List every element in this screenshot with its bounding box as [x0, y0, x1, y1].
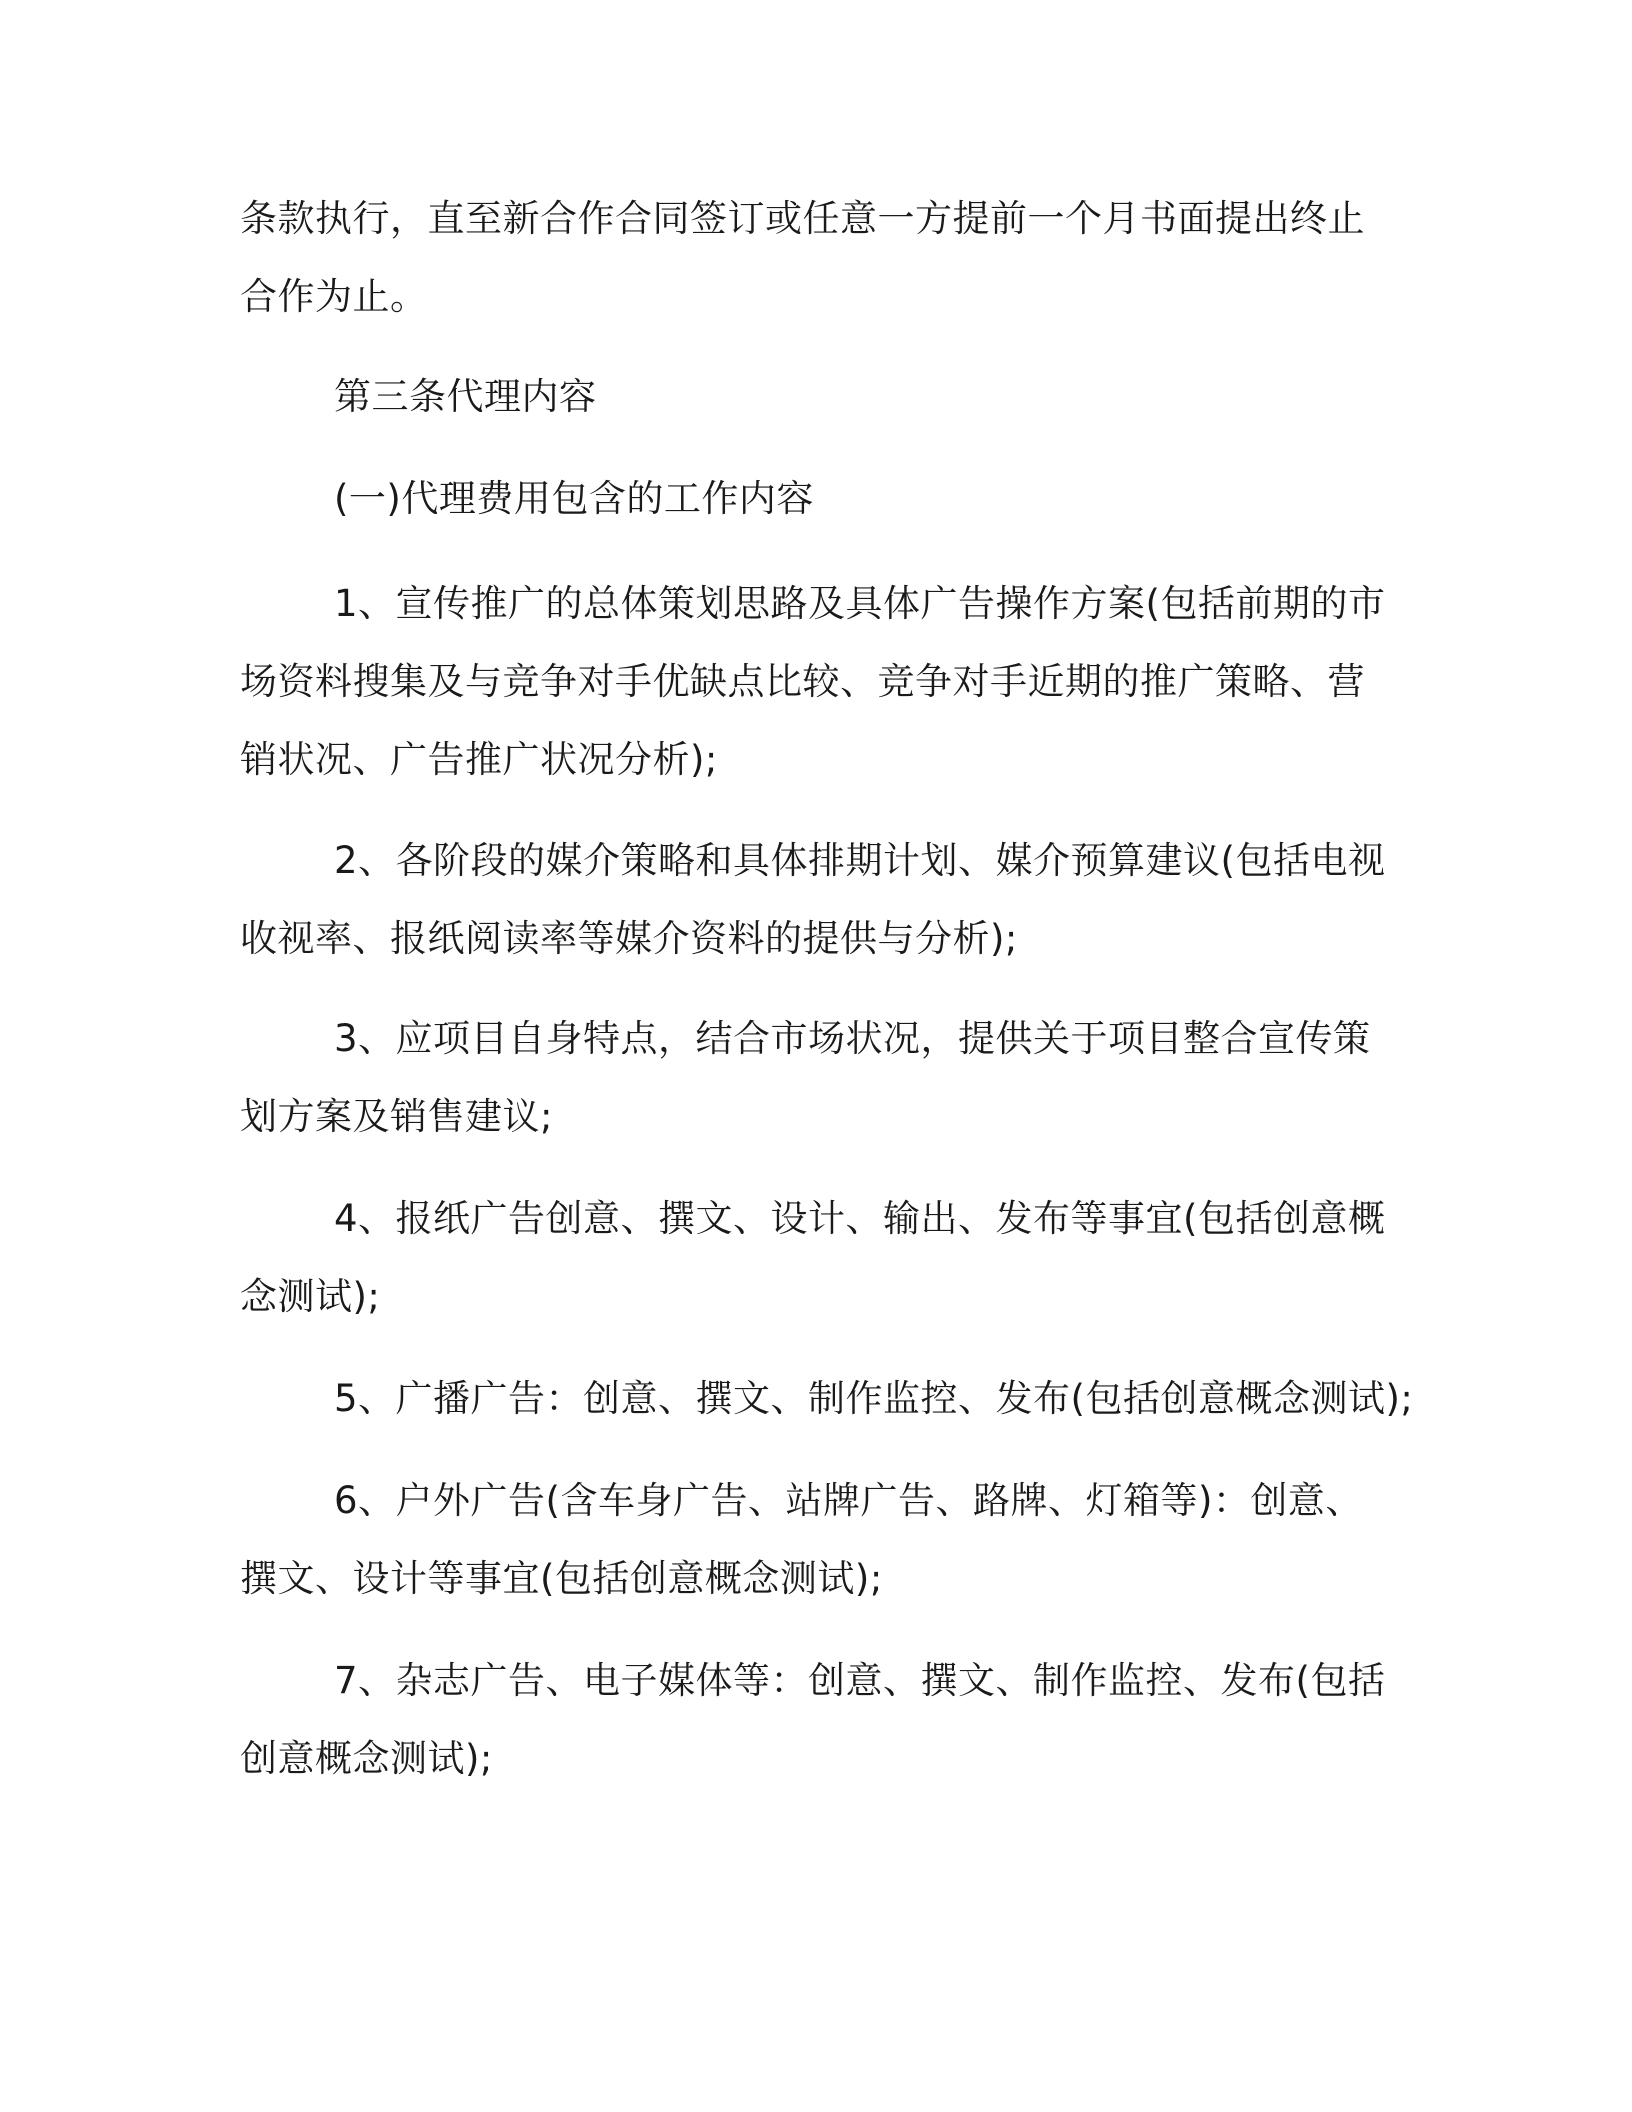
- text-line: 第三条代理内容: [334, 375, 597, 418]
- list-item-1: [240, 565, 1420, 799]
- list-item-6: [240, 1462, 1420, 1618]
- text-line: 4、报纸广告创意、撰文、设计、输出、发布等事宜(包括创意概: [334, 1197, 1386, 1240]
- list-item-4: [240, 1180, 1420, 1336]
- text-line: (一)代理费用包含的工作内容: [334, 477, 814, 520]
- text-line: 3、应项目自身特点，结合市场状况，提供关于项目整合宣传策: [334, 1017, 1371, 1060]
- text-line: 1、宣传推广的总体策划思路及具体广告操作方案(包括前期的市: [334, 582, 1386, 625]
- text-line: 7、杂志广告、电子媒体等：创意、撰文、制作监控、发布(包括: [334, 1659, 1386, 1702]
- text-line: 销状况、广告推广状况分析);: [240, 738, 718, 781]
- text-line: 创意概念测试);: [240, 1737, 493, 1780]
- list-item-3: [240, 1000, 1420, 1156]
- text-line: 条款执行，直至新合作合同签订或任意一方提前一个月书面提出终止: [240, 197, 1365, 240]
- text-line: 6、户外广告(含车身广告、站牌广告、路牌、灯箱等)：创意、: [334, 1479, 1363, 1522]
- list-item-2: [240, 822, 1420, 978]
- text-line: 收视率、报纸阅读率等媒介资料的提供与分析);: [240, 917, 1018, 960]
- text-line: 5、广播广告：创意、撰文、制作监控、发布(包括创意概念测试);: [334, 1377, 1414, 1420]
- paragraph-continuation: [240, 180, 1420, 336]
- article-heading: [240, 358, 1420, 436]
- list-item-5: [240, 1360, 1420, 1438]
- text-line: 合作为止。: [240, 275, 428, 318]
- text-line: 2、各阶段的媒介策略和具体排期计划、媒介预算建议(包括电视: [334, 839, 1386, 882]
- text-line: 念测试);: [240, 1275, 381, 1318]
- text-line: 撰文、设计等事宜(包括创意概念测试);: [240, 1557, 883, 1600]
- text-line: 场资料搜集及与竞争对手优缺点比较、竞争对手近期的推广策略、营: [240, 660, 1365, 703]
- list-item-7: [240, 1642, 1420, 1798]
- section-subheading: [240, 460, 1420, 538]
- text-line: 划方案及销售建议;: [240, 1095, 553, 1138]
